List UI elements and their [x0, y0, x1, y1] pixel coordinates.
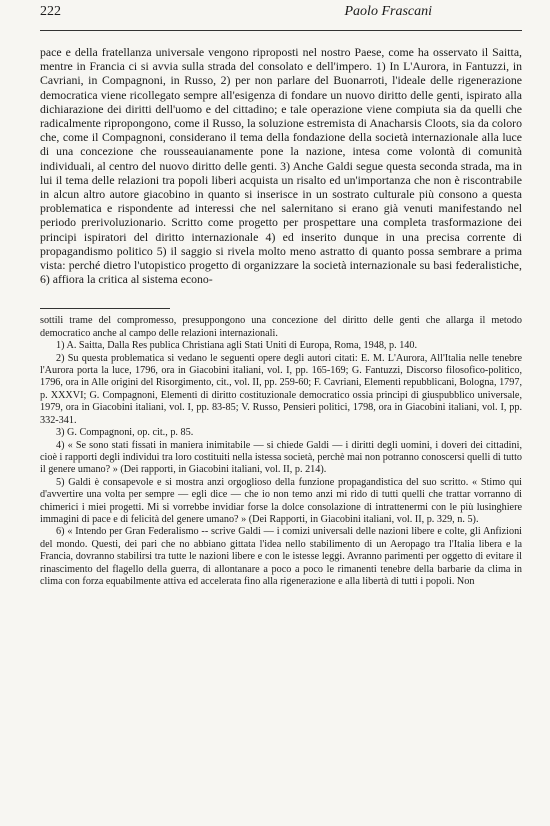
footnote-4: 4) « Se sono stati fissati in maniera inimitabile — si chiede Galdi — i diritti degli uomini, i doveri dei cittadini, cioè i rapporti degli individui tra loro costituiti nella istessa società, perchè mai non potranno conoscersi quelli di tutto il genere umano? » (Dei rapporti, in Giacobini italiani, vol. II, p. 214). [40, 439, 522, 476]
footnote-1: 1) A. Saitta, Dalla Res publica Christiana agli Stati Uniti di Europa, Roma, 1948, p. 140. [56, 340, 418, 352]
page-number: 222 [40, 4, 61, 19]
footnote-3: 3) G. Compagnoni, op. cit., p. 85. [56, 427, 194, 439]
footnotes [40, 315, 522, 588]
footnote-6: 6) « Intendo per Gran Federalismo -- scrive Galdi — i comizi universali delle nazioni libere e colte, gli Anfizioni del mondo. Questi, dei pari che no abbiano gittata l'idea nello stabilimento di un Aeropago tra l'Italia libera e la Francia, dovranno stabilirsi tra tutte le nazioni libere e con le istesse leggi. Avranno parimenti per oggetto di evitare il rinascimento del flagello della guerra, di allontanare a poco a poco le rimanenti tenebre della barbarie da clima in clima con forza equabilmente attiva ed accelerata fino alla rigenerazione e alla libertà di tutti i popoli. Non [40, 526, 522, 587]
main-text [40, 45, 522, 286]
footnote-2: 2) Su questa problematica si vedano le seguenti opere degli autori citati: E. M. L'Aurora, All'Italia nelle tenebre l'Aurora porta la luce, 1796, ora in Giacobini italiani, vol. I, pp. 165-169; G. Fantuzzi, Discorso filosofico-politico, 1796, ora in Alle origini del Risorgimento, cit., vol. II, pp. 259-60; F. Cavriani, Elementi repubblicani, Bologna, 1797, p. XXXVI; G. Compagnoni, Elementi di diritto costituzionale democratico ossia principi di giuspubblico universale, 1979, ora in Giacobini italiani, vol. I, pp. 83-85; V. Russo, Pensieri politici, 1798, ora in Giacobini italiani, vol. I, pp. 332-341. [40, 352, 522, 426]
footnote-5: 5) Galdi è consapevole e si mostra anzi orgoglioso della funzione propagandistica del suo scritto. « Stimo qui d'avvertire una volta per sempre — egli dice — che io non temo anzi mi rido di tutti quelli che trattar vorranno di chimerici i miei progetti. Mi si vorrebbe invidiar forse la dolce consolazione di intrattenermi con le più lusinghiere immagini di pace e di felicità del genere umano? » (Dei Rapporti, in Giacobini italiani, vol. II, p. 329, n. 5). [40, 476, 522, 525]
body-paragraph: pace e della fratellanza universale vengono riproposti nel nostro Paese, come ha osservato il Saitta, mentre in Francia ci si avvia sulla strada del consolato e dell'impero. 1) In L'Aurora, in Fantuzzi, in Cavriani, in Compagnoni, in Russo, 2) per non parlare del Buonarroti, l'ideale delle rigenerazione democratica viene ricollegato sempre all'esigenza di fondare un nuovo diritto delle genti, ispirato alla dichiarazione dei diritti dell'uomo e del cittadino; e tale operazione viene compiuta sia da quelli che radicalmente ripropongono, come il Russo, la soluzione estremista di Anacharsis Cloots, sia da coloro che, come il Compagnoni, considerano il tema della fondazione della società internazionale alla luce di una concezione che rousseauianamente pone la nazione, intesa come volontà di comunità individuali, al centro del nuovo diritto delle genti. 3) Anche Galdi segue questa seconda strada, ma in lui il tema delle relazioni tra popoli liberi acquista un risalto ed un'importanza che non è riscontrabile in alcun altro autore giacobino in quanto si inserisce in un sostrato culturale più consono a questa problematica e rispondente ad interessi che nel salernitano si erano già venuti manifestando nel periodo prerivoluzionario. Scritto come progetto per prospettare una completa trasformazione dei principi ispiratori del diritto internazionale 4) ed inserito dunque in una precisa corrente di propagandismo politico 5) il saggio si rivela molto meno astratto di quanto possa sembrare a prima vista: perché dietro l'utopistico progetto di organizzare la società internazionale su basi federalistiche, 6) affiora la critica al sistema econo- [40, 45, 522, 287]
footnote-continuation: sottili trame del compromesso, presuppongono una concezione del diritto delle genti che allarga il metodo democratico anche al campo delle relazioni internazionali. [40, 315, 522, 339]
footnote-separator [40, 308, 170, 309]
running-head: Paolo Frascani [344, 4, 432, 19]
page-header [40, 0, 522, 31]
